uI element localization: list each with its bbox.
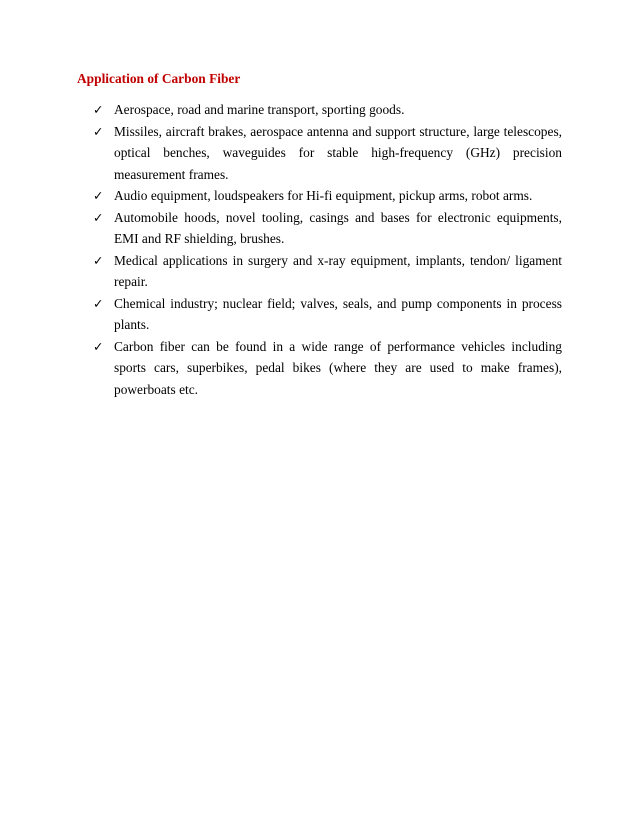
- applications-list: [93, 99, 562, 400]
- checkmark-icon: ✓: [93, 338, 104, 354]
- list-item: [93, 250, 562, 293]
- checkmark-icon: ✓: [93, 209, 104, 225]
- list-item: [93, 207, 562, 250]
- checkmark-icon: ✓: [93, 188, 104, 203]
- list-item-text: Aerospace, road and marine transport, sporting goods.: [114, 102, 405, 117]
- checkmark-icon: ✓: [93, 123, 104, 139]
- list-item-text: Chemical industry; nuclear field; valves, seals, and pump components in process plants.: [114, 295, 562, 332]
- list-item-text: Audio equipment, loudspeakers for Hi-fi equipment, pickup arms, robot arms.: [114, 188, 533, 203]
- list-item-text: Carbon fiber can be found in a wide range of performance vehicles including sports cars, superbikes, pedal bikes (where they are used to make frames), powerboats etc.: [114, 338, 562, 397]
- list-item: [93, 185, 562, 207]
- list-item: [93, 99, 562, 121]
- section-heading: Application of Carbon Fiber: [77, 71, 241, 86]
- list-item-text: Automobile hoods, novel tooling, casings and bases for electronic equipments, EMI and RF shielding, brushes.: [114, 209, 562, 246]
- checkmark-icon: ✓: [93, 102, 104, 117]
- list-item-text: Medical applications in surgery and x-ray equipment, implants, tendon/ ligament repair.: [114, 252, 562, 289]
- list-item: [93, 121, 562, 186]
- list-item: [93, 293, 562, 336]
- list-item-text: Missiles, aircraft brakes, aerospace antenna and support structure, large telescopes, optical benches, waveguides for stable high-frequency (GHz) precision measurement frames.: [114, 123, 562, 182]
- list-item: [93, 336, 562, 401]
- checkmark-icon: ✓: [93, 252, 104, 268]
- checkmark-icon: ✓: [93, 295, 104, 311]
